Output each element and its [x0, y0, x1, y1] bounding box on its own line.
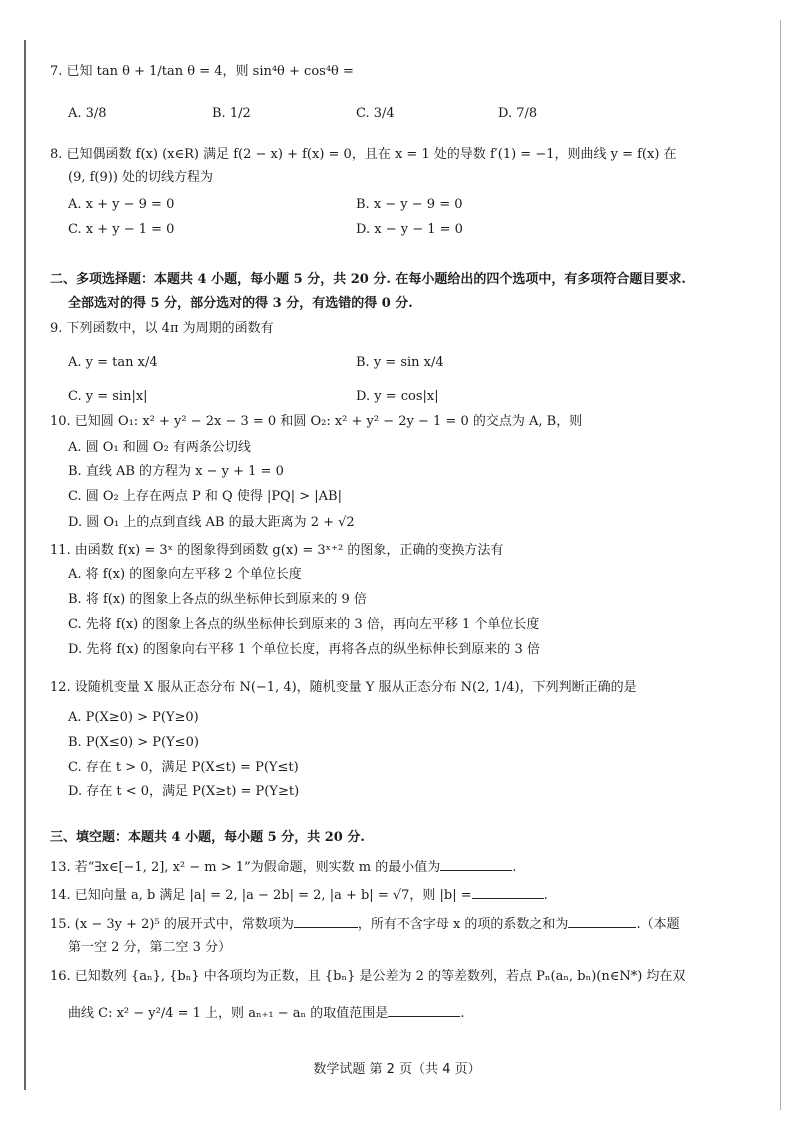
q14-line [50, 885, 548, 904]
q16-end: . [460, 1006, 465, 1021]
q9-choice-a: A. y = tan x/4 [68, 355, 158, 370]
q15-answer-blank-2[interactable] [568, 914, 636, 928]
q9-choice-b: B. y = sin x/4 [356, 355, 444, 370]
q8-choice-b: B. x − y − 9 = 0 [356, 197, 463, 212]
q12-choice-a: A. P(X≥0) > P(Y≥0) [68, 710, 199, 725]
q12-stem: 12. 设随机变量 X 服从正态分布 N(−1, 4)，随机变量 Y 服从正态分布 N(2, 1/4)，下列判断正确的是 [50, 680, 637, 695]
q11-stem: 11. 由函数 f(x) = 3ˣ 的图象得到函数 g(x) = 3ˣ⁺² 的图象，正确的变换方法有 [50, 543, 504, 558]
q13-answer-blank[interactable] [440, 857, 512, 871]
q11-choice-d: D. 先将 f(x) 的图象向右平移 1 个单位长度，再将各点的纵坐标伸长到原来的 3 倍 [68, 642, 540, 657]
q14-stem: 14. 已知向量 a, b 满足 |a| = 2, |a − 2b| = 2, |a + b| = √7，则 |b| = [50, 888, 472, 903]
q8-stem-line2: (9, f(9)) 处的切线方程为 [68, 170, 214, 185]
q8-choice-a: A. x + y − 9 = 0 [68, 197, 175, 212]
q14-answer-blank[interactable] [472, 885, 544, 899]
q15-line2: 第一空 2 分，第二空 3 分） [68, 940, 232, 955]
q7-choice-a: A. 3/8 [68, 106, 107, 121]
q11-choice-c: C. 先将 f(x) 的图象上各点的纵坐标伸长到原来的 3 倍，再向左平移 1 个单位长度 [68, 617, 540, 632]
q10-stem: 10. 已知圆 O₁: x² + y² − 2x − 3 = 0 和圆 O₂: x² + y² − 2y − 1 = 0 的交点为 A, B，则 [50, 414, 583, 429]
q13-stem: 13. 若“∃x∈[−1, 2], x² − m > 1”为假命题，则实数 m 的最小值为 [50, 860, 441, 875]
q7-stem: 7. 已知 tan θ + 1/tan θ = 4，则 sin⁴θ + cos⁴θ = [50, 64, 354, 79]
q10-choice-c: C. 圆 O₂ 上存在两点 P 和 Q 使得 |PQ| > |AB| [68, 489, 342, 504]
q12-choice-c: C. 存在 t > 0，满足 P(X≤t) = P(Y≤t) [68, 760, 299, 775]
q11-choice-a: A. 将 f(x) 的图象向左平移 2 个单位长度 [68, 567, 302, 582]
q15-part3: .（本题 [636, 917, 680, 932]
q7-choice-c: C. 3/4 [356, 106, 395, 121]
section2-heading-line1: 二、多项选择题：本题共 4 小题，每小题 5 分，共 20 分. 在每小题给出的四个选项中，有多项符合题目要求. [50, 272, 686, 287]
q13-line [50, 857, 516, 876]
q10-choice-a: A. 圆 O₁ 和圆 O₂ 有两条公切线 [68, 440, 251, 455]
q12-choice-b: B. P(X≤0) > P(Y≤0) [68, 735, 199, 750]
right-margin-rule [780, 20, 781, 1110]
page-footer: 数学试题 第 2 页（共 4 页） [313, 1062, 481, 1077]
q16-answer-blank[interactable] [388, 1003, 460, 1017]
q8-stem-line1: 8. 已知偶函数 f(x) (x∈R) 满足 f(2 − x) + f(x) = 0，且在 x = 1 处的导数 f′(1) = −1，则曲线 y = f(x) 在 [50, 147, 677, 162]
q13-end: . [512, 860, 517, 875]
q7-choice-b: B. 1/2 [212, 106, 251, 121]
q11-choice-b: B. 将 f(x) 的图象上各点的纵坐标伸长到原来的 9 倍 [68, 592, 367, 607]
q15-part1: 15. (x − 3y + 2)⁵ 的展开式中，常数项为 [50, 917, 294, 932]
q10-choice-b: B. 直线 AB 的方程为 x − y + 1 = 0 [68, 464, 284, 479]
q12-choice-d: D. 存在 t < 0，满足 P(X≥t) = P(Y≥t) [68, 784, 300, 799]
q16-line2-wrap [68, 1003, 464, 1022]
q15-answer-blank-1[interactable] [294, 914, 358, 928]
left-margin-rule [24, 40, 26, 1090]
q7-choice-d: D. 7/8 [498, 106, 538, 121]
q9-stem: 9. 下列函数中，以 4π 为周期的函数有 [50, 321, 274, 336]
section2-heading-line2: 全部选对的得 5 分，部分选对的得 3 分，有选错的得 0 分. [68, 296, 413, 311]
q16-line1: 16. 已知数列 {aₙ}, {bₙ} 中各项均为正数，且 {bₙ} 是公差为 2 的等差数列，若点 Pₙ(aₙ, bₙ)(n∈N*) 均在双 [50, 969, 686, 984]
q10-choice-d: D. 圆 O₁ 上的点到直线 AB 的最大距离为 2 + √2 [68, 515, 355, 530]
q15-part2: ，所有不含字母 x 的项的系数之和为 [357, 917, 569, 932]
q14-end: . [543, 888, 548, 903]
q9-choice-c: C. y = sin|x| [68, 389, 148, 404]
q16-line2: 曲线 C: x² − y²/4 = 1 上，则 aₙ₊₁ − aₙ 的取值范围是 [68, 1006, 389, 1021]
q8-choice-d: D. x − y − 1 = 0 [356, 222, 463, 237]
section3-heading: 三、填空题：本题共 4 小题，每小题 5 分，共 20 分. [50, 830, 365, 845]
q8-choice-c: C. x + y − 1 = 0 [68, 222, 175, 237]
q15-line1 [50, 914, 680, 933]
q9-choice-d: D. y = cos|x| [356, 389, 439, 404]
